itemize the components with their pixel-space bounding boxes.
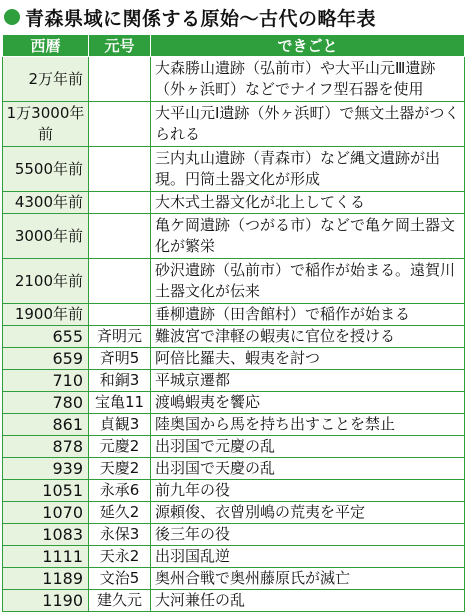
header-era: 元号: [89, 35, 151, 57]
era-cell: 建久元: [89, 590, 151, 612]
table-row: [3, 524, 465, 546]
event-cell: 阿倍比羅夫、蝦夷を討つ: [151, 348, 465, 370]
era-cell: [89, 304, 151, 326]
era-cell: [89, 102, 151, 147]
year-cell: 939: [3, 458, 89, 480]
year-cell: 861: [3, 414, 89, 436]
year-cell: 878: [3, 436, 89, 458]
event-cell: 大木式土器文化が北上してくる: [151, 192, 465, 214]
table-row: [3, 304, 465, 326]
table-row: [3, 214, 465, 259]
year-cell: 1万3000年前: [3, 102, 89, 147]
table-row: [3, 192, 465, 214]
event-cell: 垂柳遺跡（田舎館村）で稲作が始まる: [151, 304, 465, 326]
event-cell: 亀ケ岡遺跡（つがる市）などで亀ケ岡土器文化が繁栄: [151, 214, 465, 259]
title-text: 青森県域に関係する原始～古代の略年表: [25, 7, 377, 30]
year-cell: 3000年前: [3, 214, 89, 259]
year-cell: 780: [3, 392, 89, 414]
table-row: [3, 546, 465, 568]
event-cell: 源頼俊、衣曾別嶋の荒夷を平定: [151, 502, 465, 524]
event-cell: 出羽国乱逆: [151, 546, 465, 568]
event-cell: 前九年の役: [151, 480, 465, 502]
era-cell: 貞観3: [89, 414, 151, 436]
event-cell: 砂沢遺跡（弘前市）で稲作が始まる。遠賀川土器文化が伝来: [151, 259, 465, 304]
table-row: [3, 259, 465, 304]
table-row: [3, 436, 465, 458]
year-cell: 1190: [3, 590, 89, 612]
era-cell: [89, 57, 151, 102]
table-row: [3, 147, 465, 192]
event-cell: 大河兼任の乱: [151, 590, 465, 612]
header-event: できごと: [151, 35, 465, 57]
table-row: [3, 568, 465, 590]
table-row: [3, 326, 465, 348]
bullet-icon: [4, 9, 20, 25]
event-cell: 後三年の役: [151, 524, 465, 546]
era-cell: 延久2: [89, 502, 151, 524]
year-cell: 1051: [3, 480, 89, 502]
era-cell: 天永2: [89, 546, 151, 568]
table-header-row: [3, 35, 465, 57]
year-cell: 2100年前: [3, 259, 89, 304]
table-row: [3, 392, 465, 414]
year-cell: 1070: [3, 502, 89, 524]
era-cell: [89, 192, 151, 214]
year-cell: 1111: [3, 546, 89, 568]
year-cell: 710: [3, 370, 89, 392]
era-cell: [89, 259, 151, 304]
event-cell: 平城京遷都: [151, 370, 465, 392]
era-cell: 永承6: [89, 480, 151, 502]
table-row: [3, 348, 465, 370]
table-row: [3, 502, 465, 524]
era-cell: 永保3: [89, 524, 151, 546]
table-row: [3, 480, 465, 502]
table-row: [3, 414, 465, 436]
event-cell: 出羽国で天慶の乱: [151, 458, 465, 480]
table-row: [3, 57, 465, 102]
event-cell: 陸奥国から馬を持ち出すことを禁止: [151, 414, 465, 436]
event-cell: 奥州合戦で奥州藤原氏が滅亡: [151, 568, 465, 590]
page-title: [0, 0, 466, 34]
year-cell: 659: [3, 348, 89, 370]
event-cell: 大平山元Ⅰ遺跡（外ヶ浜町）で無文土器がつくられる: [151, 102, 465, 147]
table-row: [3, 370, 465, 392]
era-cell: 天慶2: [89, 458, 151, 480]
event-cell: 三内丸山遺跡（青森市）など縄文遺跡が出現。円筒土器文化が形成: [151, 147, 465, 192]
era-cell: 斉明5: [89, 348, 151, 370]
timeline-table: [2, 34, 465, 612]
event-cell: 大森勝山遺跡（弘前市）や大平山元Ⅲ遺跡（外ヶ浜町）などでナイフ型石器を使用: [151, 57, 465, 102]
era-cell: [89, 147, 151, 192]
year-cell: 655: [3, 326, 89, 348]
header-year: 西暦: [3, 35, 89, 57]
era-cell: 和銅3: [89, 370, 151, 392]
year-cell: 2万年前: [3, 57, 89, 102]
year-cell: 5500年前: [3, 147, 89, 192]
era-cell: 斉明元: [89, 326, 151, 348]
event-cell: 難波宮で津軽の蝦夷に官位を授ける: [151, 326, 465, 348]
era-cell: 宝亀11: [89, 392, 151, 414]
era-cell: 文治5: [89, 568, 151, 590]
year-cell: 4300年前: [3, 192, 89, 214]
year-cell: 1189: [3, 568, 89, 590]
table-row: [3, 590, 465, 612]
era-cell: 元慶2: [89, 436, 151, 458]
table-row: [3, 458, 465, 480]
era-cell: [89, 214, 151, 259]
event-cell: 渡嶋蝦夷を饗応: [151, 392, 465, 414]
year-cell: 1900年前: [3, 304, 89, 326]
year-cell: 1083: [3, 524, 89, 546]
table-row: [3, 102, 465, 147]
event-cell: 出羽国で元慶の乱: [151, 436, 465, 458]
